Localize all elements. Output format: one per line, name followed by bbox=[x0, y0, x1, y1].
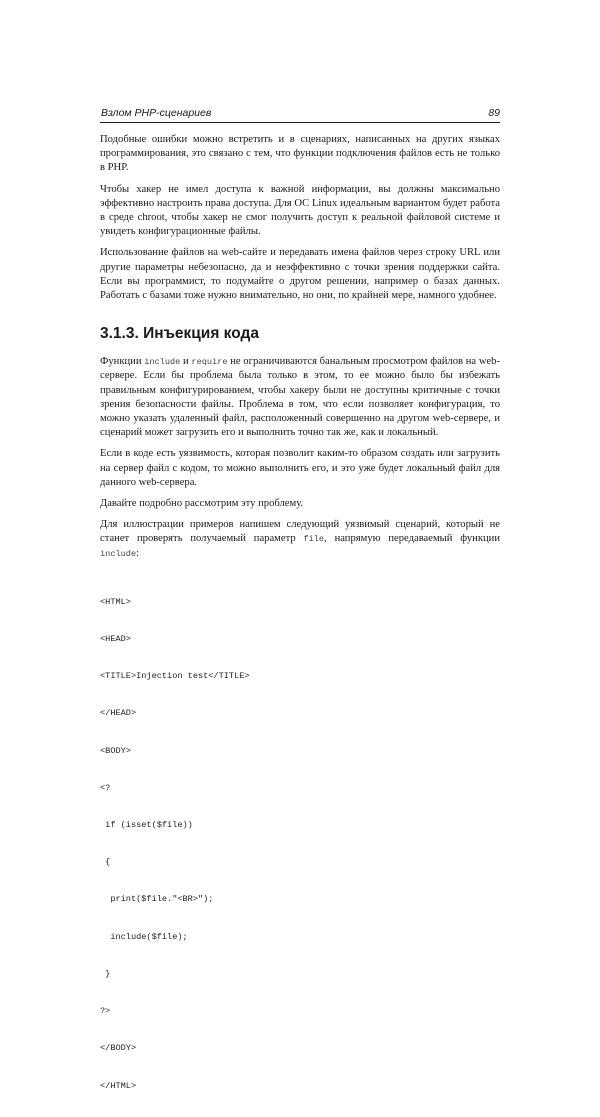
text-span: не ограничиваются банальным просмотром файлов на web-сервере. Если бы проблема была только в этом, то ее можно было бы избежать правильным конфигурированием, чтобы хакеру были не доступны критичные с точки зрения безопасности файлы. Проблема в том, что если позволяет конфигурация, то можно указать удаленный файл, расположенный совершенно на другом web-сервере, и сценарий может загрузить его и выполнить точно так же, как и локальный. bbox=[100, 356, 500, 439]
inline-code-require: require bbox=[191, 357, 228, 368]
paragraph-injection bbox=[100, 355, 500, 440]
code-line: <TITLE>Injection test</TITLE> bbox=[100, 671, 250, 682]
running-header bbox=[100, 104, 500, 123]
paragraph-example bbox=[100, 518, 500, 561]
code-line: ?> bbox=[100, 1006, 111, 1017]
text-span: : bbox=[136, 547, 140, 559]
code-line: </HTML> bbox=[100, 1080, 137, 1091]
code-line: include($file); bbox=[100, 931, 188, 942]
paragraph: Использование файлов на web-сайте и передавать имена файлов через строку URL или другие параметры небезопасно, да и неэффективно с точки зрения поддержки сайта. Если вы программист, то подумайте о другом решении, например о базах данных. Работать с базами тоже нужно внимательно, но они, по крайней мере, намного удобнее. bbox=[100, 247, 500, 302]
page-content bbox=[100, 133, 500, 1117]
paragraph: Давайте подробно рассмотрим эту проблему. bbox=[100, 498, 304, 510]
page-number: 89 bbox=[488, 107, 500, 119]
text-span: и bbox=[180, 356, 192, 368]
inline-code-file: file bbox=[303, 534, 325, 545]
inline-code-include: include bbox=[100, 548, 137, 559]
paragraph: Чтобы хакер не имел доступа к важной информации, вы должны максимально эффективно настроить права доступа. Для ОС Linux идеальным вариантом будет работа в среде chroot, чтобы хакер не смог получить доступ к реальной файловой системе и увидеть конфигурационные файлы. bbox=[100, 183, 500, 238]
code-line: } bbox=[100, 968, 111, 979]
inline-code-include: include bbox=[144, 357, 181, 368]
section-heading: 3.1.3. Инъекция кода bbox=[100, 325, 259, 343]
code-line: if (isset($file)) bbox=[100, 820, 193, 830]
code-line: </BODY> bbox=[100, 1043, 137, 1054]
code-listing bbox=[100, 571, 500, 1117]
paragraph: Если в коде есть уязвимость, которая позволит каким-то образом создать или загрузить на сервер файл с кодом, то можно выполнить его, и это уже будет локальный файл для данного web-сервера. bbox=[100, 448, 500, 488]
code-line: <BODY> bbox=[100, 745, 131, 756]
code-line: { bbox=[100, 857, 111, 868]
code-line: <? bbox=[100, 782, 111, 793]
running-header-title: Взлом PHP-сценариев bbox=[101, 107, 212, 119]
text-span: Для иллюстрации примеров напишем следующий уязвимый сценарий, который не станет проверять получаемый параметр bbox=[100, 519, 500, 545]
code-line: <HEAD> bbox=[100, 633, 131, 644]
text-span: , напрямую передаваемый функции bbox=[324, 533, 500, 545]
paragraph: Подобные ошибки можно встретить и в сценариях, написанных на других языках программирования, это связано с тем, что функции подключения файлов есть не только в PHP. bbox=[100, 134, 500, 174]
code-line: <HTML> bbox=[100, 596, 131, 607]
text-span: Функции bbox=[100, 356, 145, 368]
code-line: </HEAD> bbox=[100, 708, 137, 719]
code-line: print($file."<BR>"); bbox=[100, 894, 214, 905]
